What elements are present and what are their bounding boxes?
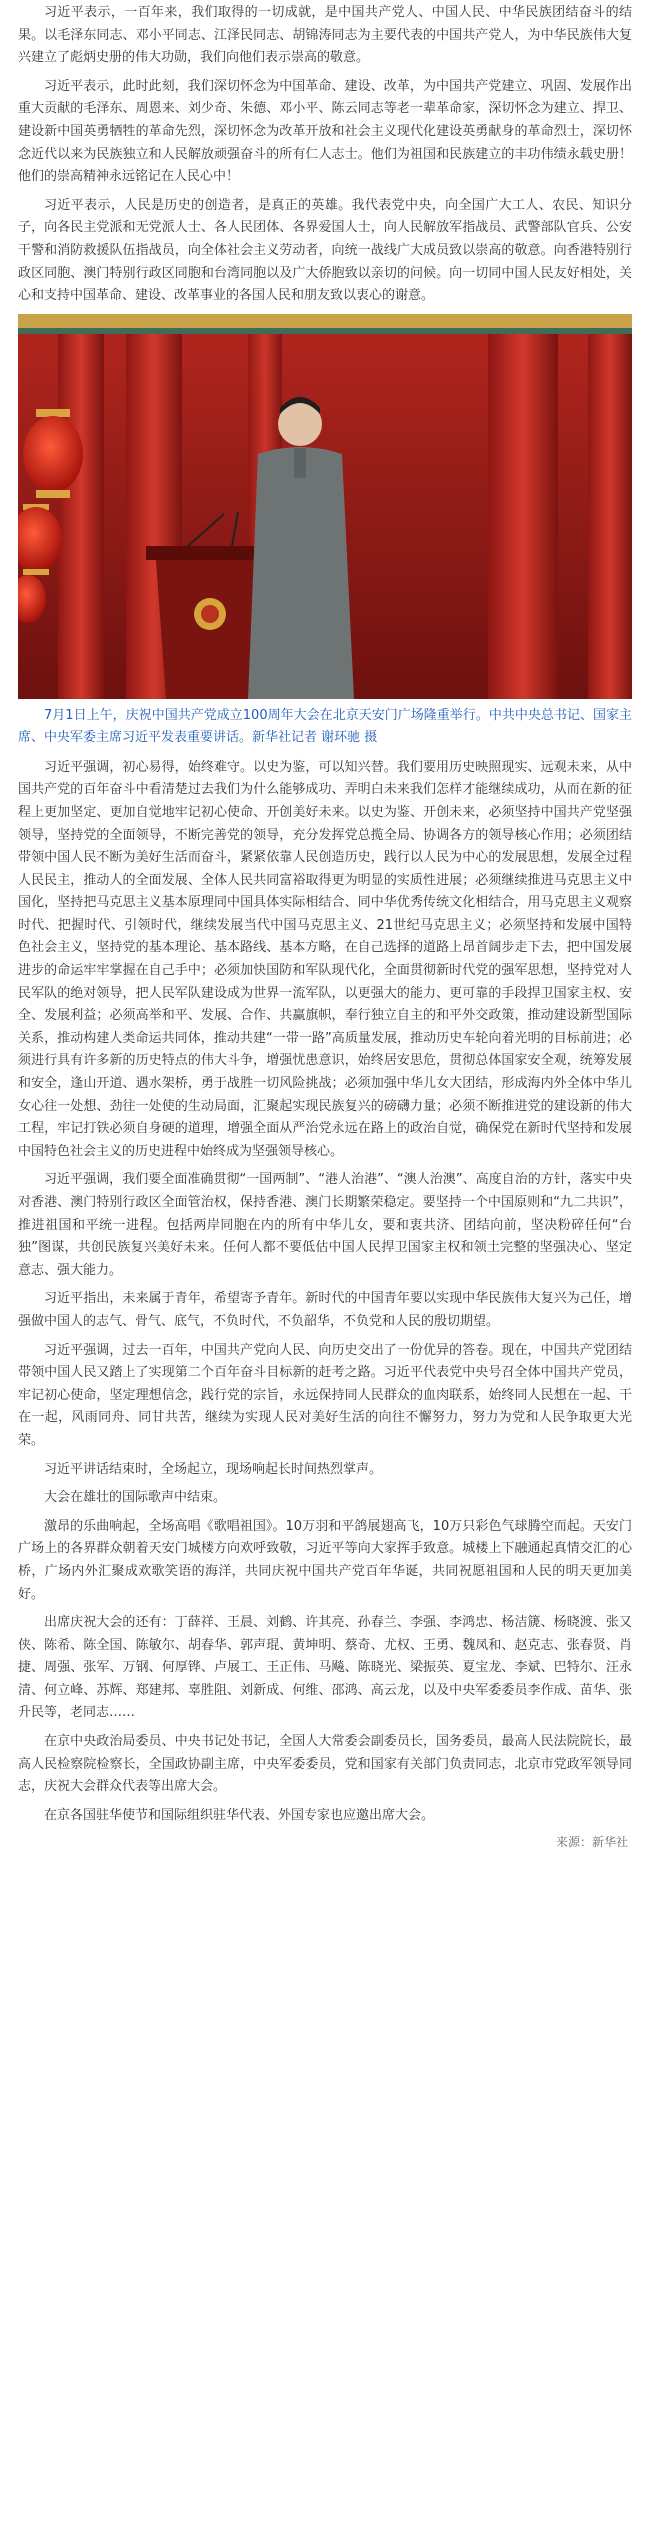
- article-paragraph: 习近平指出，未来属于青年，希望寄予青年。新时代的中国青年要以实现中华民族伟大复兴为己任，增强做中国人的志气、骨气、底气，不负时代，不负韶华，不负党和人民的殷切期望。: [18, 1291, 632, 1329]
- article-paragraph: 习近平强调，我们要全面准确贯彻“一国两制”、“港人治港”、“澳人治澳”、高度自治的方针，落实中央对香港、澳门特别行政区全面管治权，保持香港、澳门长期繁荣稳定。要坚持一个中国原则和“九二共识”，推进祖国和平统一进程。包括两岸同胞在内的所有中华儿女，要和衷共济、团结向前，坚决粉碎任何“台独”图谋，共创民族复兴美好未来。任何人都不要低估中国人民捍卫国家主权和领土完整的坚强决心、坚定意志、强大能力。: [18, 1172, 632, 1278]
- article-paragraph: 习近平强调，初心易得，始终难守。以史为鉴，可以知兴替。我们要用历史映照现实、远观未来，从中国共产党的百年奋斗中看清楚过去我们为什么能够成功、弄明白未来我们怎样才能继续成功，从而在新的征程上更加坚定、更加自觉地牢记初心使命、开创美好未来。以史为鉴、开创未来，必须坚持中国共产党坚强领导，坚持党的全面领导，不断完善党的领导，充分发挥党总揽全局、协调各方的领导核心作用；必须团结带领中国人民不断为美好生活而奋斗，紧紧依靠人民创造历史，践行以人民为中心的发展思想，发展全过程人民民主，推动人的全面发展、全体人民共同富裕取得更为明显的实质性进展；必须继续推进马克思主义中国化，坚持把马克思主义基本原理同中国具体实际相结合、同中华优秀传统文化相结合，用马克思主义观察时代、把握时代、引领时代，继续发展当代中国马克思主义、21世纪马克思主义；必须坚持和发展中国特色社会主义，坚持党的基本理论、基本路线、基本方略，在自己选择的道路上昂首阔步走下去，把中国发展进步的命运牢牢掌握在自己手中；必须加快国防和军队现代化，全面贯彻新时代党的强军思想，坚持党对人民军队的绝对领导，把人民军队建设成为世界一流军队，以更强大的能力、更可靠的手段捍卫国家主权、安全、发展利益；必须高举和平、发展、合作、共赢旗帜，奉行独立自主的和平外交政策，推动建设新型国际关系，推动构建人类命运共同体，推动共建“一带一路”高质量发展，推动历史车轮向着光明的目标前进；必须进行具有许多新的历史特点的伟大斗争，增强忧患意识，始终居安思危，贯彻总体国家安全观，统筹发展和安全，逢山开道、遇水架桥，勇于战胜一切风险挑战；必须加强中华儿女大团结，形成海内外全体中华儿女心往一处想、劲往一处使的生动局面，汇聚起实现民族复兴的磅礴力量；必须不断推进党的建设新的伟大工程，牢记打铁必须自身硬的道理，增强全面从严治党永远在路上的政治自觉，确保党在新时代坚持和发展中国特色社会主义的历史进程中始终成为坚强领导核心。: [18, 759, 632, 1159]
- article-paragraph: 习近平讲话结束时，全场起立，现场响起长时间热烈掌声。: [44, 1461, 383, 1477]
- photo-caption: 7月1日上午，庆祝中国共产党成立100周年大会在北京天安门广场隆重举行。中共中央总书记、国家主席、中央军委主席习近平发表重要讲话。新华社记者 谢环驰 摄: [18, 707, 632, 745]
- article-paragraph: 在京中央政治局委员、中央书记处书记，全国人大常委会副委员长，国务委员，最高人民法院院长，最高人民检察院检察长，全国政协副主席，中央军委委员，党和国家有关部门负责同志，北京市党政军领导同志，庆祝大会群众代表等出席大会。: [18, 1734, 632, 1795]
- article: [18, 0, 632, 1850]
- article-paragraph: 大会在雄壮的国际歌声中结束。: [44, 1490, 227, 1506]
- article-paragraph: 激昂的乐曲响起，全场高唱《歌唱祖国》。10万羽和平鸽展翅高飞，10万只彩色气球腾空而起。天安门广场上的各界群众朝着天安门城楼方向欢呼致敬，习近平等向大家挥手致意。城楼上下融通起真情交汇的心桥，广场内外汇聚成欢歌笑语的海洋，共同庆祝中国共产党百年华诞，共同祝愿祖国和人民的明天更加美好。: [18, 1518, 632, 1602]
- article-paragraph: 出席庆祝大会的还有：丁薛祥、王晨、刘鹤、许其亮、孙春兰、李强、李鸿忠、杨洁篪、杨晓渡、张又侠、陈希、陈全国、陈敏尔、胡春华、郭声琨、黄坤明、蔡奇、尤权、王勇、魏凤和、赵克志、张春贤、肖捷、周强、张军、万钢、何厚铧、卢展工、王正伟、马飚、陈晓光、梁振英、夏宝龙、李斌、巴特尔、汪永清、何立峰、苏辉、郑建邦、辜胜阻、刘新成、何维、邵鸿、高云龙，以及中央军委委员李作成、苗华、张升民等，老同志……: [18, 1615, 632, 1721]
- article-paragraph: 习近平表示，一百年来，我们取得的一切成就，是中国共产党人、中国人民、中华民族团结奋斗的结果。以毛泽东同志、邓小平同志、江泽民同志、胡锦涛同志为主要代表的中国共产党人，为中华民族伟大复兴建立了彪炳史册的伟大功勋，我们向他们表示崇高的敬意。: [18, 5, 632, 66]
- article-paragraph: 习近平表示，人民是历史的创造者，是真正的英雄。我代表党中央，向全国广大工人、农民、知识分子，向各民主党派和无党派人士、各人民团体、各界爱国人士，向人民解放军指战员、武警部队官兵、公安干警和消防救援队伍指战员，向全体社会主义劳动者，向统一战线广大成员致以崇高的敬意。向香港特别行政区同胞、澳门特别行政区同胞和台湾同胞以及广大侨胞致以亲切的问候。向一切同中国人民友好相处，关心和支持中国革命、建设、改革事业的各国人民和朋友致以衷心的谢意。: [18, 197, 632, 304]
- article-photo: [18, 314, 632, 699]
- source-credit: 来源：新华社: [555, 1835, 628, 1850]
- article-paragraph: 习近平表示，此时此刻，我们深切怀念为中国革命、建设、改革，为中国共产党建立、巩固、发展作出重大贡献的毛泽东、周恩来、刘少奇、朱德、邓小平、陈云同志等老一辈革命家，深切怀念为建立、捍卫、建设新中国英勇牺牲的革命先烈，深切怀念为改革开放和社会主义现代化建设英勇献身的革命烈士，深切怀念近代以来为民族独立和人民解放顽强奋斗的所有仁人志士。他们为祖国和民族建立的丰功伟绩永载史册！他们的崇高精神永远铭记在人民心中！: [18, 78, 632, 185]
- photo-illustration: [18, 314, 632, 699]
- article-paragraph: 在京各国驻华使节和国际组织驻华代表、外国专家也应邀出席大会。: [44, 1807, 435, 1823]
- article-paragraph: 习近平强调，过去一百年，中国共产党向人民、向历史交出了一份优异的答卷。现在，中国共产党团结带领中国人民又踏上了实现第二个百年奋斗目标新的赶考之路。习近平代表党中央号召全体中国共产党员，牢记初心使命，坚定理想信念，践行党的宗旨，永远保持同人民群众的血肉联系，始终同人民想在一起、干在一起，风雨同舟、同甘共苦，继续为实现人民对美好生活的向往不懈努力，努力为党和人民争取更大光荣。: [18, 1342, 632, 1448]
